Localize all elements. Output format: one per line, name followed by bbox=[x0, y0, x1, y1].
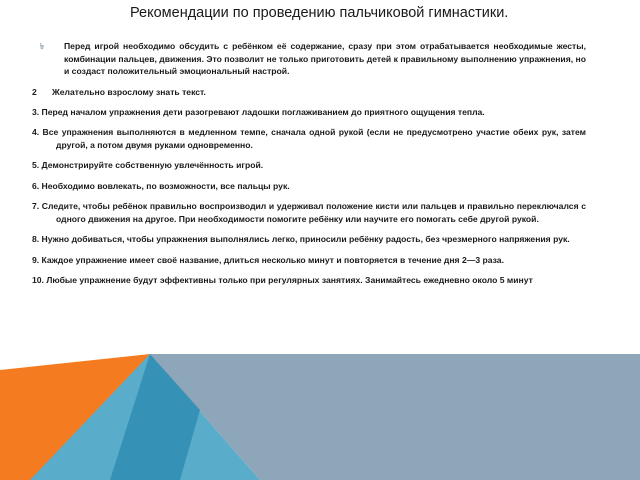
list-item: 7. Следите, чтобы ребёнок правильно воспроизводил и удерживал положение кисти или пальцев и правильно переключался с одного движения на другое. При необходимости помогите ребёнку или научите его помогать себе другой рукой. bbox=[32, 201, 586, 224]
list-item: 10. Любые упражнение будут эффективны только при регулярных занятиях. Занимайтесь ежедневно около 5 минут bbox=[32, 275, 533, 286]
item-number: 2 bbox=[32, 86, 37, 97]
slide-title: Рекомендации по проведению пальчиковой гимнастики. bbox=[130, 5, 509, 21]
list-item: 3. Перед началом упражнения дети разогревают ладошки поглаживанием до приятного ощущения тепла. bbox=[32, 106, 485, 117]
list-item: ৳ Перед игрой необходимо обсудить с ребёнком её содержание, сразу при этом отрабатывается необходимые жесты, комбинации пальцев, движения. Это позволит не только приготовить детей к правильному выполнению упражнения, но и создаст положительный эмоциональный настрой. bbox=[32, 40, 586, 78]
list-item: 2 Желательно взрослому знать текст. bbox=[32, 86, 206, 97]
list-item: 8. Нужно добиваться, чтобы упражнения выполнялись легко, приносили ребёнку радость, без чрезмерного напряжения рук. bbox=[32, 234, 570, 245]
list-item: 5. Демонстрируйте собственную увлечённость игрой. bbox=[32, 160, 264, 171]
list-item: 4. Все упражнения выполняются в медленном темпе, сначала одной рукой (если не предусмотрено участие обеих рук, затем другой, а потом двумя руками одновременно. bbox=[32, 127, 586, 150]
recommendations-list bbox=[32, 40, 586, 294]
bullet-marker: ৳ bbox=[40, 42, 44, 51]
list-item: 6. Необходимо вовлекать, по возможности, все пальцы рук. bbox=[32, 180, 290, 191]
list-item: 9. Каждое упражнение имеет своё название, длиться несколько минут и повторяется в течение дня 2—3 раза. bbox=[32, 254, 504, 265]
